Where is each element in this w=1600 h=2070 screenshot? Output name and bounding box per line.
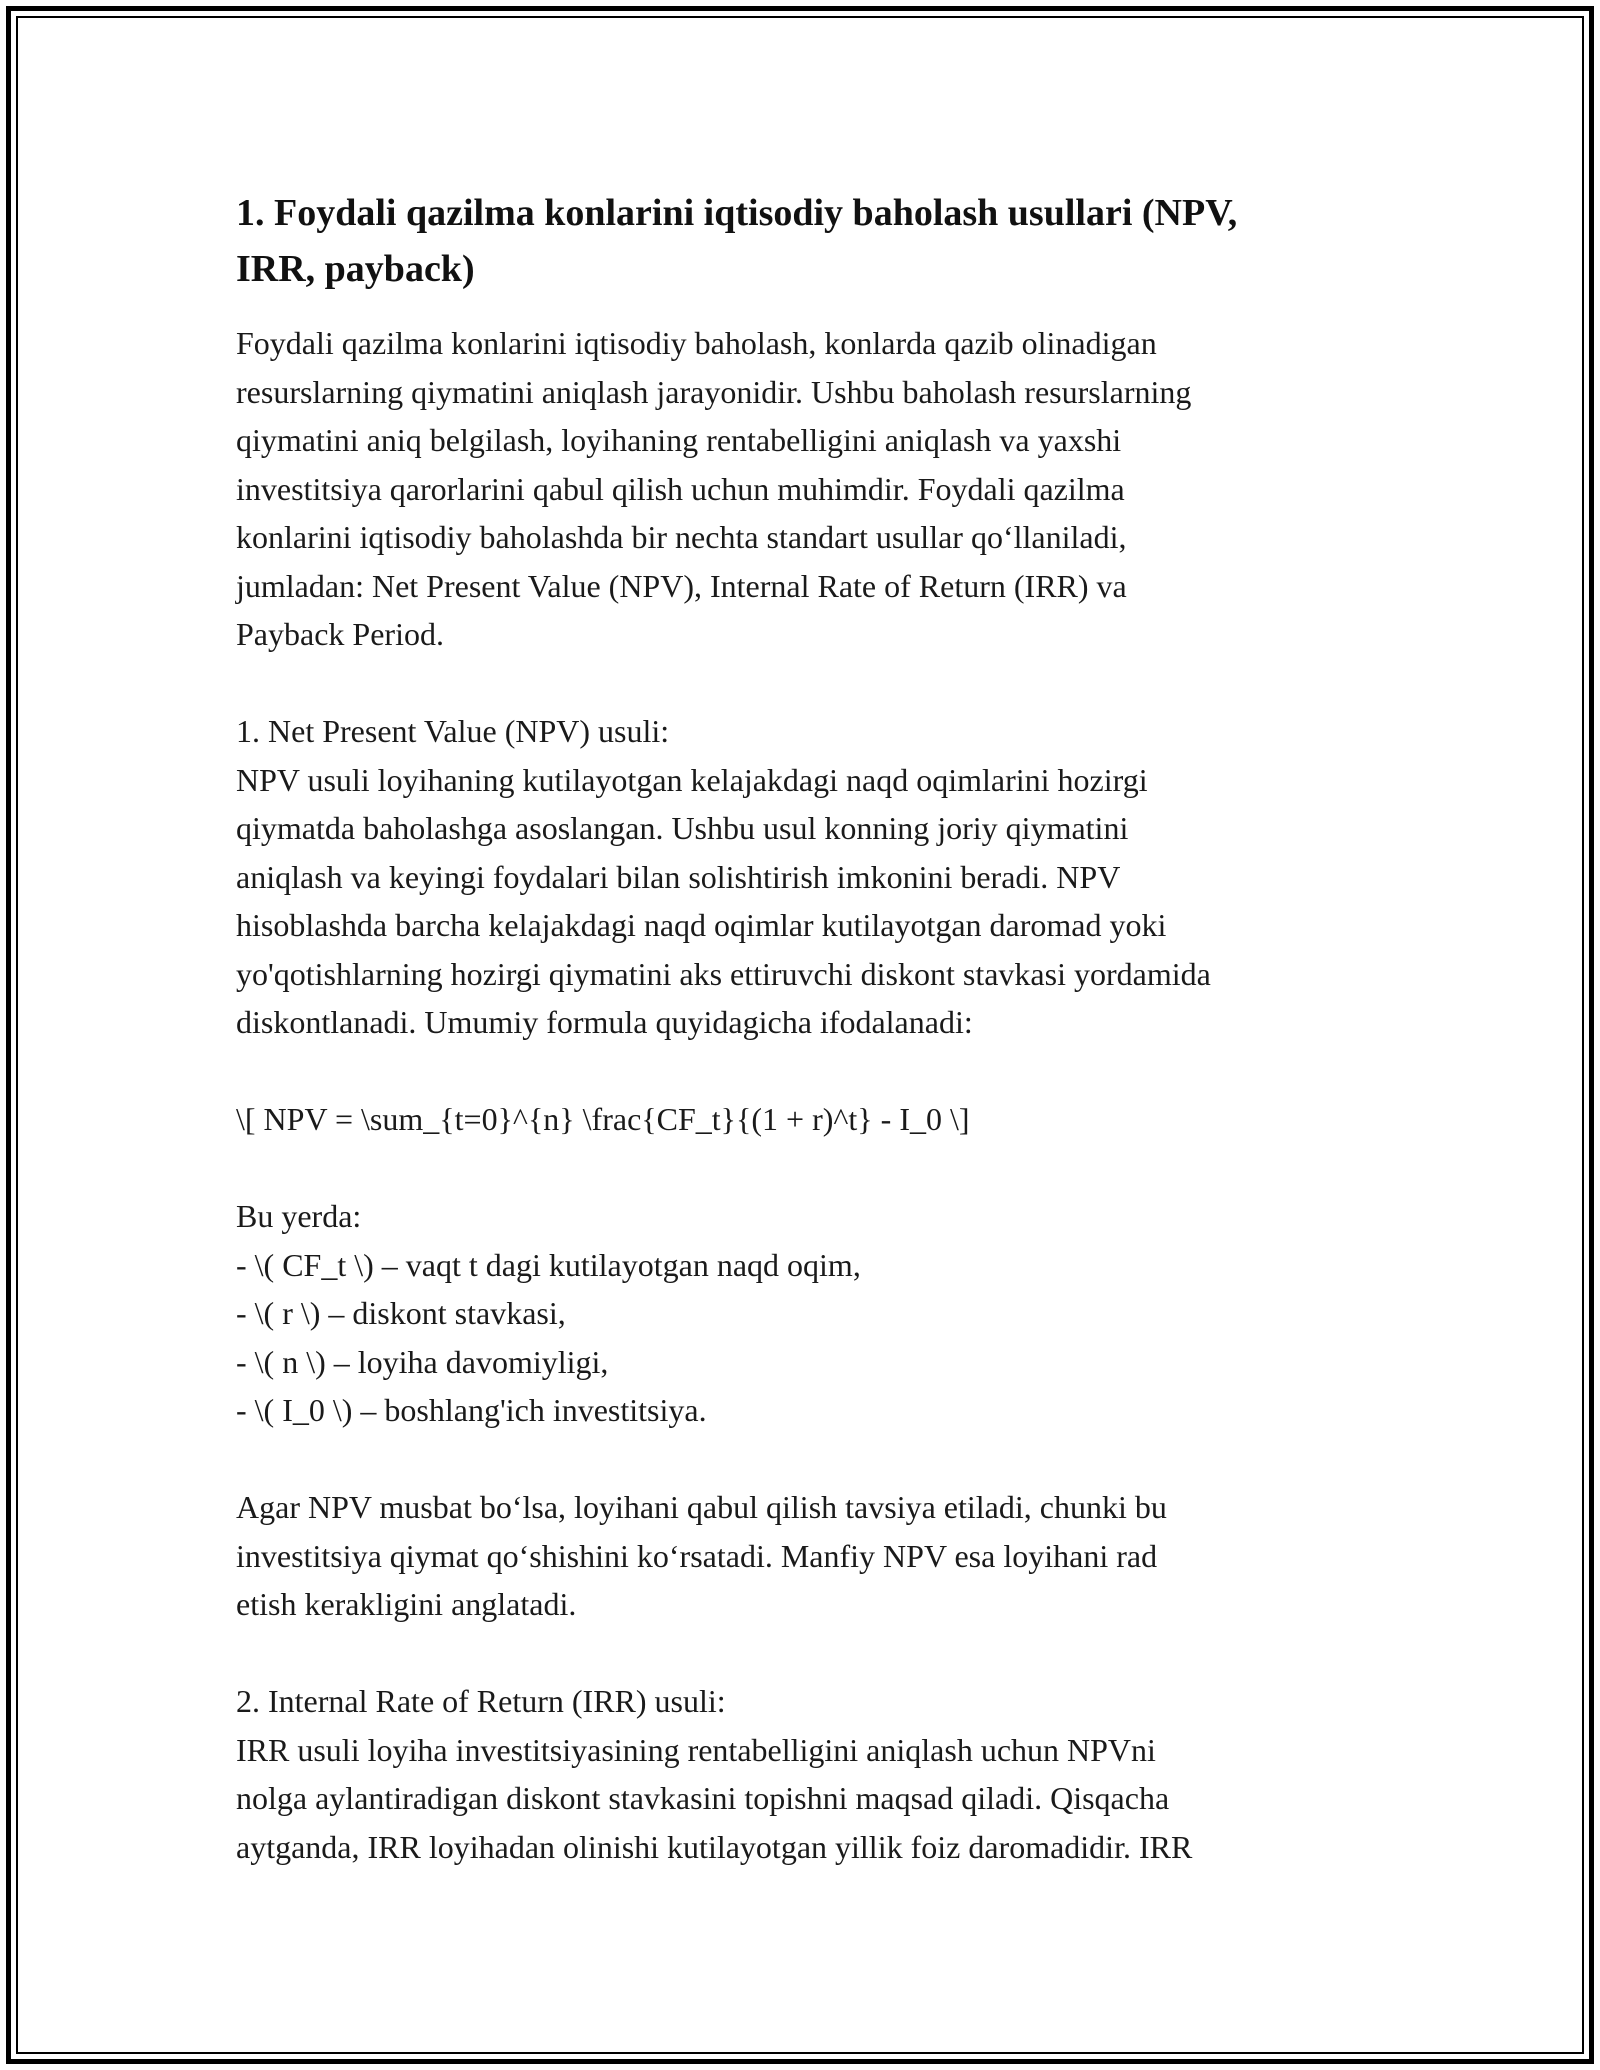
text-line: resurslarning qiymatini aniqlash jarayonidir. Ushbu baholash resurslarning (236, 373, 1192, 410)
text-line: nolga aylantiradigan diskont stavkasini topishni maqsad qiladi. Qisqacha (236, 1780, 1170, 1816)
text-line: etish kerakligini anglatadi. (236, 1586, 577, 1622)
text-line: jumladan: Net Present Value (NPV), Internal Rate of Return (IRR) va (236, 567, 1127, 604)
document-body (236, 185, 1366, 1871)
text-line: hisoblashda barcha kelajakdagi naqd oqimlar kutilayotgan daromad yoki (236, 907, 1167, 943)
npv-variables (236, 1192, 1366, 1435)
npv-section-title: 1. Net Present Value (NPV) usuli: (236, 713, 670, 749)
heading-line: 1. Foydali qazilma konlarini iqtisodiy baholash usullari (NPV, (236, 192, 1238, 234)
variable-item: - \( CF_t \) – vaqt t dagi kutilayotgan naqd oqim, (236, 1246, 861, 1283)
paragraph-gap (236, 659, 1366, 708)
text-line: investitsiya qiymat qo‘shishini ko‘rsatadi. Manfiy NPV esa loyihani rad (236, 1537, 1158, 1574)
text-line: aniqlash va keyingi foydalari bilan solishtirish imkonini beradi. NPV (236, 858, 1121, 895)
text-line: Agar NPV musbat bo‘lsa, loyihani qabul qilish tavsiya etiladi, chunki bu (236, 1489, 1167, 1525)
paragraph-gap (236, 1144, 1366, 1193)
text-line: qiymatini aniq belgilash, loyihaning rentabelligini aniqlash va yaxshi (236, 422, 1122, 458)
text-line: aytganda, IRR loyihadan olinishi kutilayotgan yillik foiz daromadidir. IRR (236, 1828, 1193, 1865)
text-line: diskontlanadi. Umumiy formula quyidagicha ifodalanadi: (236, 1004, 973, 1040)
paragraph-gap (236, 1435, 1366, 1484)
text-line: Foydali qazilma konlarini iqtisodiy baholash, konlarda qazib olinadigan (236, 325, 1157, 361)
text-line: qiymatda baholashga asoslangan. Ushbu usul konning joriy qiymatini (236, 810, 1129, 846)
paragraph-gap (236, 1629, 1366, 1678)
irr-section-title: 2. Internal Rate of Return (IRR) usuli: (236, 1683, 726, 1719)
npv-formula (236, 1095, 1366, 1144)
variable-item: - \( r \) – diskont stavkasi, (236, 1295, 566, 1331)
section-heading (236, 185, 1366, 297)
intro-paragraph (236, 319, 1366, 659)
text-line: konlarini iqtisodiy baholashda bir nechta standart usullar qo‘llaniladi, (236, 519, 1127, 555)
variable-item: - \( n \) – loyiha davomiyligi, (236, 1343, 609, 1380)
where-label: Bu yerda: (236, 1198, 362, 1234)
text-line: NPV usuli loyihaning kutilayotgan kelajakdagi naqd oqimlarini hozirgi (236, 761, 1148, 798)
variable-item: - \( I_0 \) – boshlang'ich investitsiya. (236, 1392, 707, 1428)
formula-text: \[ NPV = \sum_{t=0}^{n} \frac{CF_t}{(1 + r)^t} - I_0 \] (236, 1101, 970, 1137)
text-line: IRR usuli loyiha investitsiyasining rentabelligini aniqlash uchun NPVni (236, 1731, 1156, 1768)
text-line: Payback Period. (236, 616, 444, 652)
npv-section (236, 707, 1366, 1047)
paragraph-gap (236, 1047, 1366, 1096)
npv-conclusion (236, 1483, 1366, 1629)
text-line: yo'qotishlarning hozirgi qiymatini aks ettiruvchi diskont stavkasi yordamida (236, 955, 1211, 992)
text-line: investitsiya qarorlarini qabul qilish uchun muhimdir. Foydali qazilma (236, 470, 1125, 507)
irr-section (236, 1677, 1366, 1871)
heading-line: IRR, payback) (236, 248, 475, 290)
